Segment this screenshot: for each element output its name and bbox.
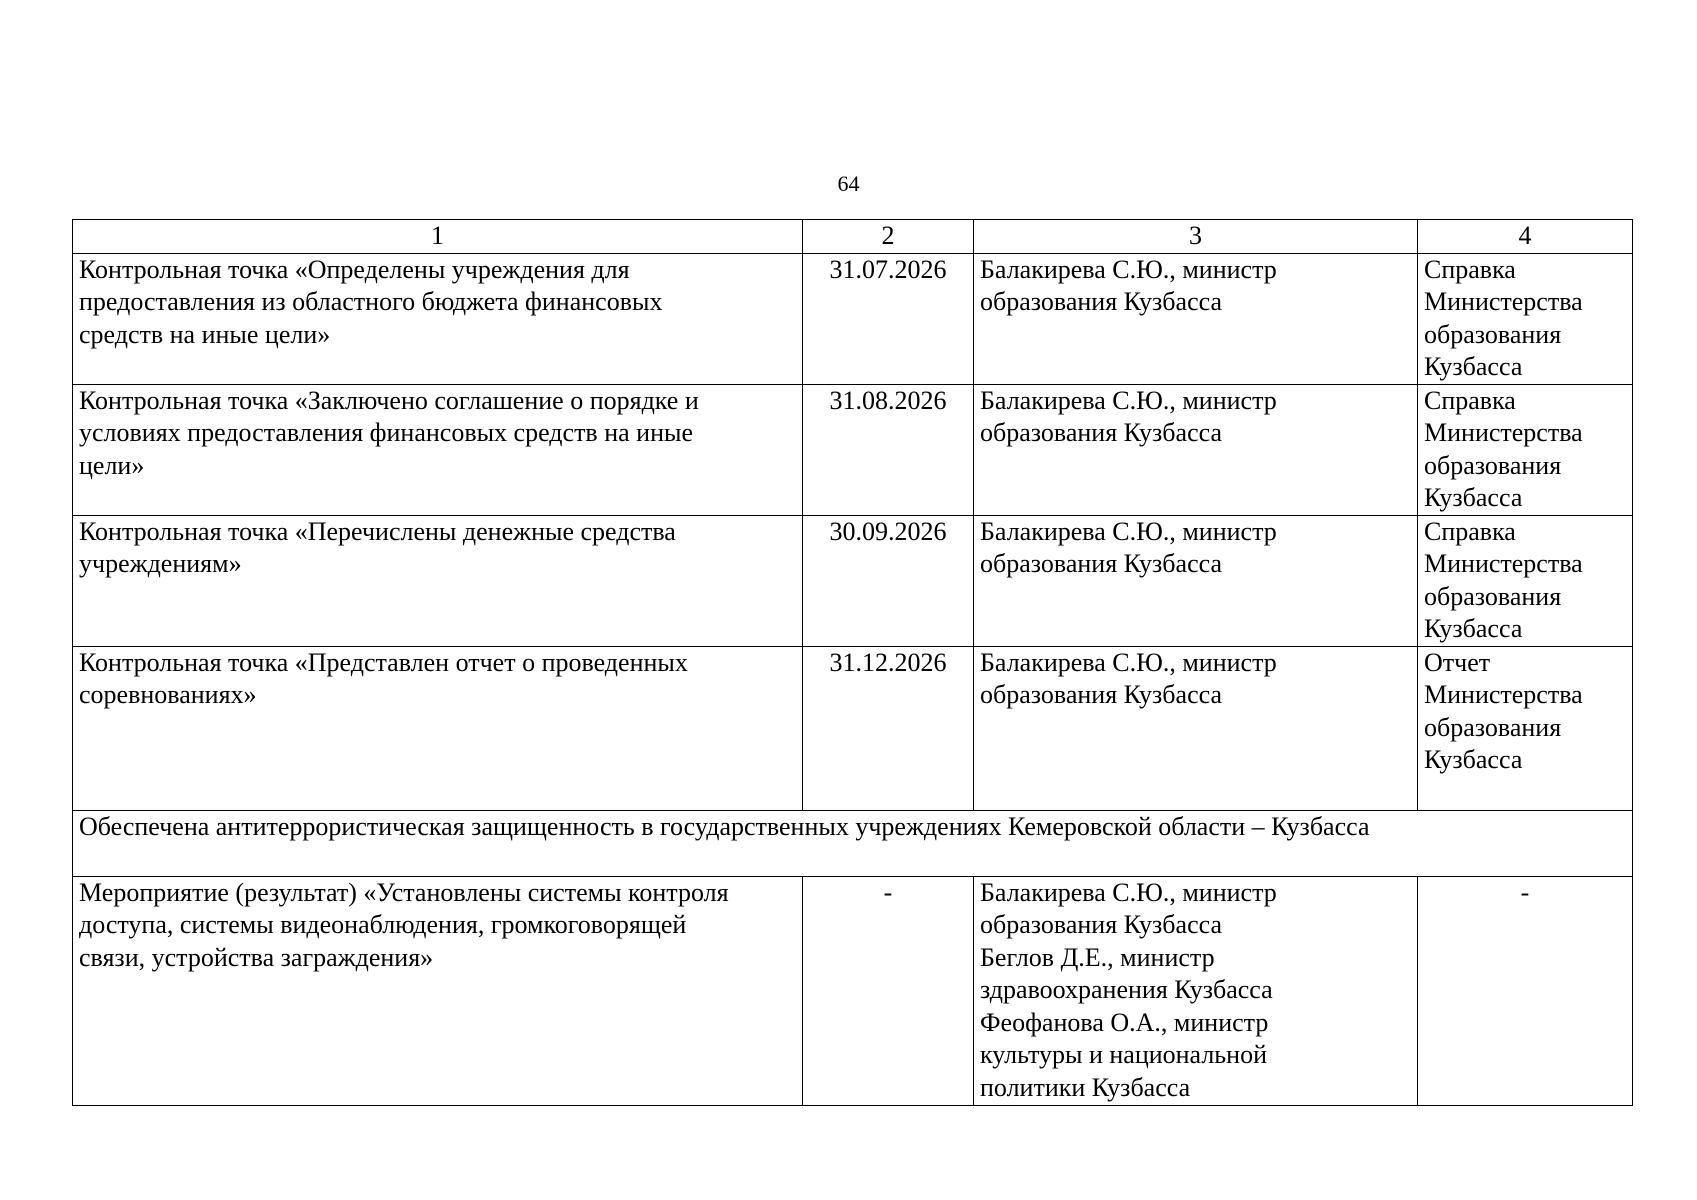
control-point-date: 31.08.2026 [803, 384, 974, 515]
text-line: Контрольная точка «Перечислены денежные средства [79, 516, 676, 546]
text-line: Контрольная точка «Заключено соглашение о порядке и [79, 385, 699, 415]
responsible-persons [974, 876, 1418, 1105]
text-line: образования Кузбасса [980, 287, 1223, 316]
responsible-person [974, 253, 1418, 384]
text-line: культуры и национальной [980, 1040, 1267, 1069]
table-row [73, 253, 1633, 384]
text-line: образования Кузбасса [980, 549, 1223, 578]
text-line: Министерства [1424, 549, 1583, 578]
responsible-person [974, 384, 1418, 515]
header-col-3: 3 [974, 220, 1418, 254]
responsible-person [974, 646, 1418, 810]
header-col-4: 4 [1418, 220, 1633, 254]
table-header-row [73, 220, 1633, 254]
text-line: образования Кузбасса [980, 910, 1223, 939]
text-line: Балакирева С.Ю., министр [980, 254, 1277, 284]
text-line: образования Кузбасса [980, 418, 1223, 447]
text-line: Балакирева С.Ю., министр [980, 647, 1277, 677]
text-line: Кузбасса [1424, 745, 1523, 774]
text-line: здравоохранения Кузбасса [980, 975, 1273, 1004]
text-line: образования [1424, 712, 1562, 742]
table-row [73, 876, 1633, 1105]
text-line: Кузбасса [1424, 352, 1523, 381]
control-point-name [73, 253, 803, 384]
control-point-date: 30.09.2026 [803, 515, 974, 646]
report-document [1418, 646, 1633, 810]
text-line: Кузбасса [1424, 483, 1523, 512]
event-date: - [803, 876, 974, 1105]
text-line: Феофанова О.А., министр [980, 1007, 1269, 1037]
control-point-name [73, 515, 803, 646]
control-point-date: 31.12.2026 [803, 646, 974, 810]
text-line: соревнованиях» [79, 680, 257, 709]
text-line: Министерства [1424, 680, 1583, 709]
responsible-person [974, 515, 1418, 646]
text-line: Балакирева С.Ю., министр [980, 877, 1277, 907]
control-points-table [72, 219, 1633, 1106]
text-line: Балакирева С.Ю., министр [980, 385, 1277, 415]
text-line: Министерства [1424, 287, 1583, 316]
text-line: Справка [1424, 254, 1516, 284]
header-col-2: 2 [803, 220, 974, 254]
text-line: образования Кузбасса [980, 680, 1223, 709]
table-row [73, 515, 1633, 646]
text-line: образования [1424, 581, 1562, 611]
control-point-name [73, 384, 803, 515]
report-document [1418, 384, 1633, 515]
text-line: предоставления из областного бюджета финансовых [79, 287, 663, 316]
text-line: цели» [79, 450, 145, 480]
text-line: Справка [1424, 516, 1516, 546]
text-line: связи, устройства заграждения» [79, 942, 434, 972]
control-point-date: 31.07.2026 [803, 253, 974, 384]
page-number: 64 [837, 171, 860, 196]
text-line: образования [1424, 319, 1562, 349]
text-line: учреждениям» [79, 549, 242, 578]
section-row [73, 810, 1633, 876]
text-line: Беглов Д.Е., министр [980, 942, 1215, 972]
report-document [1418, 253, 1633, 384]
control-point-name [73, 646, 803, 810]
text-line: Кузбасса [1424, 614, 1523, 643]
event-document: - [1418, 876, 1633, 1105]
text-line: доступа, системы видеонаблюдения, громкоговорящей [79, 910, 687, 939]
text-line: Контрольная точка «Представлен отчет о проведенных [79, 647, 688, 677]
text-line: Отчет [1424, 647, 1491, 677]
text-line: образования [1424, 450, 1562, 480]
text-line: Справка [1424, 385, 1516, 415]
text-line: средств на иные цели» [79, 319, 331, 349]
event-name [73, 876, 803, 1105]
section-title: Обеспечена антитеррористическая защищенность в государственных учреждениях Кемеровской области – Кузбасса [73, 810, 1633, 876]
table-row [73, 646, 1633, 810]
text-line: Мероприятие (результат) «Установлены системы контроля [79, 877, 729, 907]
header-col-1: 1 [73, 220, 803, 254]
report-document [1418, 515, 1633, 646]
text-line: Министерства [1424, 418, 1583, 447]
text-line: Контрольная точка «Определены учреждения для [79, 254, 630, 284]
text-line: условиях предоставления финансовых средств на иные [79, 418, 693, 447]
text-line: Балакирева С.Ю., министр [980, 516, 1277, 546]
table-row [73, 384, 1633, 515]
text-line: политики Кузбасса [980, 1072, 1191, 1102]
